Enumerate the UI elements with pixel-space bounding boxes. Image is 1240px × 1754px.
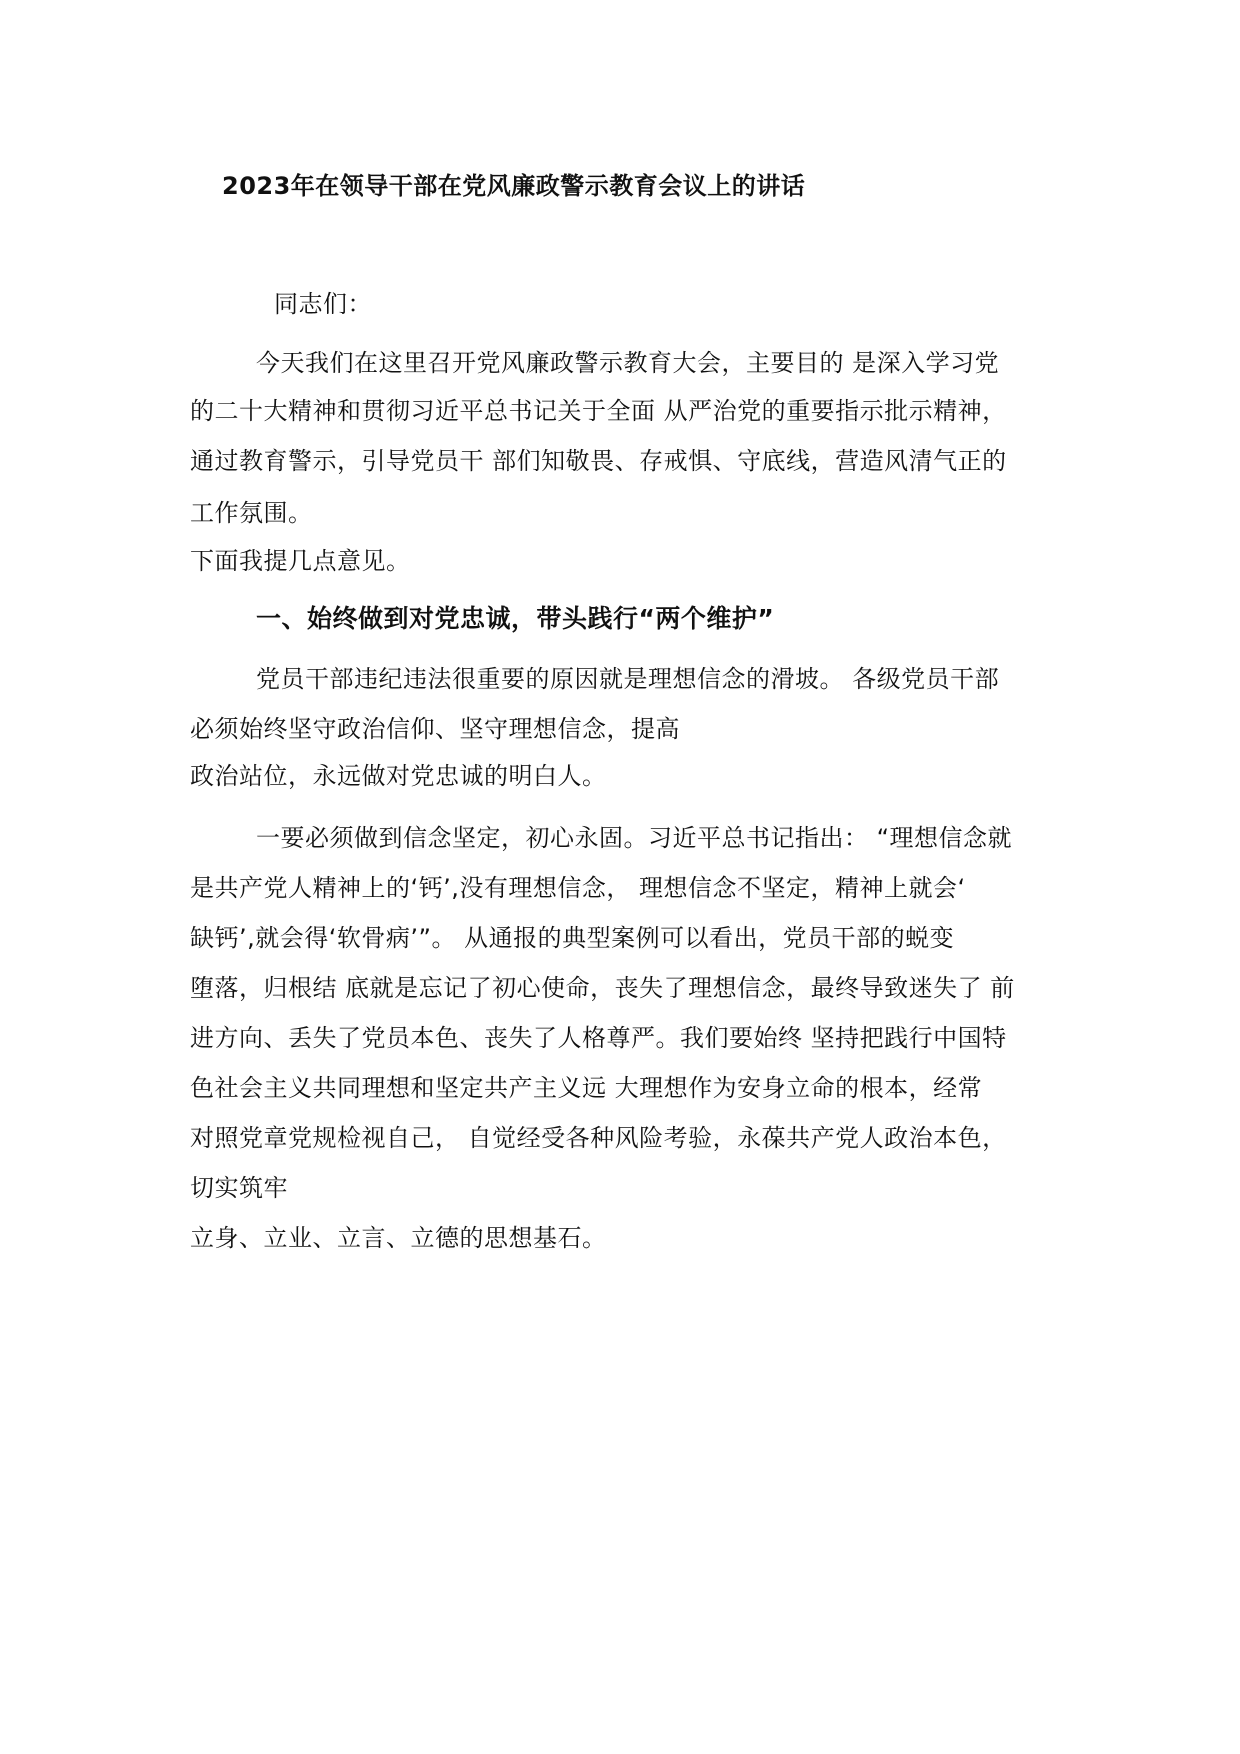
para1-line-3: 政治站位，永远做对党忠诚的明白人。 — [190, 762, 607, 790]
para2-line-7: 对照党章党规检视自己， 自觉经受各种风险考验，永葆共产党人政治本色， — [190, 1124, 1007, 1152]
intro-line-1: 今天我们在这里召开党风廉政警示教育大会，主要目的 是深入学习党 — [256, 349, 1000, 377]
intro-line-5: 下面我提几点意见。 — [190, 547, 411, 575]
para2-line-2: 是共产党人精神上的‘钙’,没有理想信念， 理想信念不坚定，精神上就会‘ — [190, 874, 966, 902]
section-heading: 一、始终做到对党忠诚，带头践行“两个维护” — [256, 604, 775, 633]
intro-line-2: 的二十大精神和贯彻习近平总书记关于全面 从严治党的重要指示批示精神， — [190, 397, 1007, 425]
document-title: 2023年在领导干部在党风廉政警示教育会议上的讲话 — [222, 172, 806, 200]
para2-line-5: 进方向、丢失了党员本色、丧失了人格尊严。我们要始终 坚持把践行中国特 — [190, 1024, 1007, 1052]
intro-line-3: 通过教育警示，引导党员干 部们知敬畏、存戒惧、守底线，营造风清气正的 — [190, 447, 1007, 475]
para1-line-1: 党员干部违纪违法很重要的原因就是理想信念的滑坡。 各级党员干部 — [256, 665, 1000, 693]
intro-line-4: 工作氛围。 — [190, 499, 313, 527]
para2-line-3: 缺钙’,就会得‘软骨病’”。 从通报的典型案例可以看出，党员干部的蜕变 — [190, 924, 955, 952]
salutation: 同志们： — [274, 290, 372, 318]
para2-line-1: 一要必须做到信念坚定，初心永固。习近平总书记指出： “理想信念就 — [256, 824, 1013, 852]
para2-line-9: 立身、立业、立言、立德的思想基石。 — [190, 1224, 607, 1252]
para2-line-8: 切实筑牢 — [190, 1174, 288, 1202]
para1-line-2: 必须始终坚守政治信仰、坚守理想信念，提高 — [190, 715, 680, 743]
para2-line-4: 堕落，归根结 底就是忘记了初心使命，丧失了理想信念，最终导致迷失了 前 — [190, 974, 1015, 1002]
para2-line-6: 色社会主义共同理想和坚定共产主义远 大理想作为安身立命的根本，经常 — [190, 1074, 983, 1102]
